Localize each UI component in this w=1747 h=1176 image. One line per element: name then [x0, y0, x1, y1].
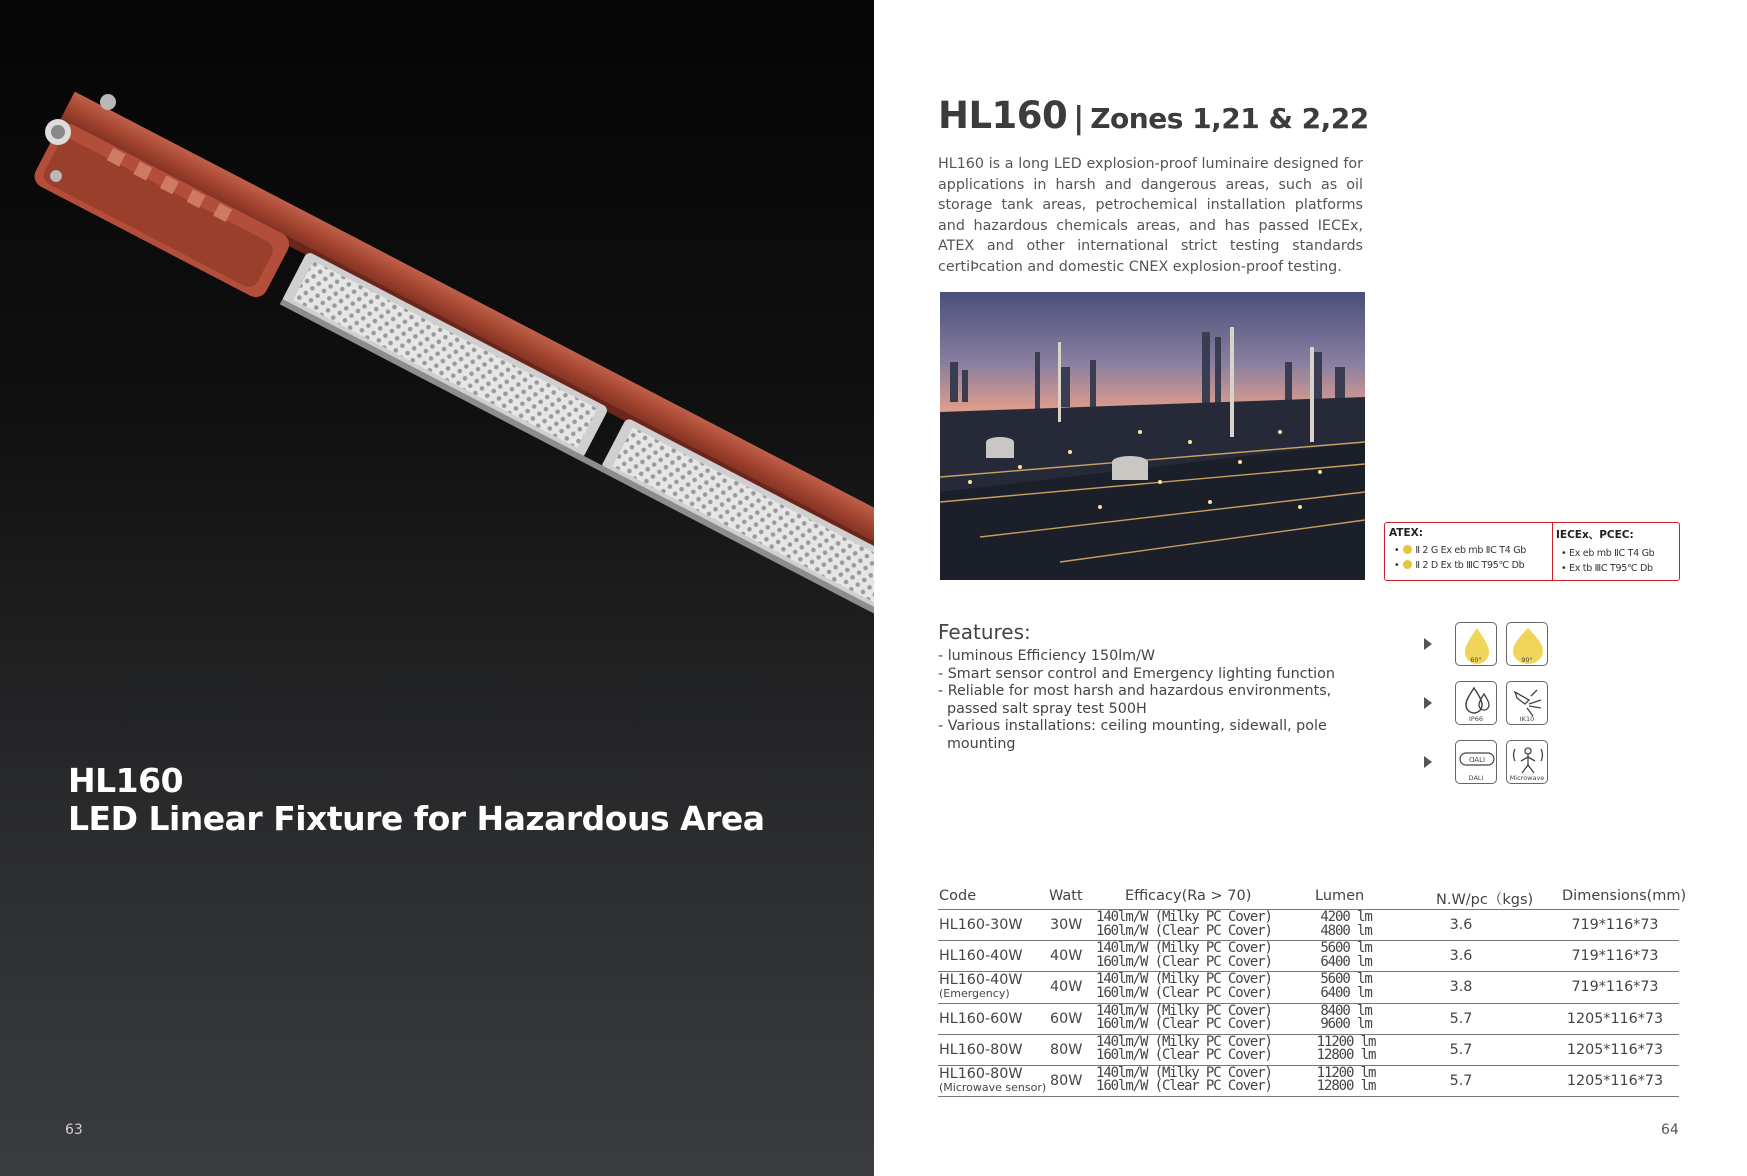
table-body	[938, 910, 1679, 1097]
cert-atex-title: ATEX:	[1389, 527, 1423, 539]
cell-efficacy: 140lm/W (Milky PC Cover) 160lm/W (Clear PC Cover)	[1096, 940, 1272, 970]
fixture-product-image	[0, 0, 874, 700]
cell-weight: 3.6	[1449, 917, 1473, 933]
cell-code: HL160-60W	[939, 1010, 1023, 1027]
header-efficacy: Efficacy(Ra > 70)	[1125, 888, 1252, 904]
spec-table	[938, 886, 1687, 1097]
cell-code: HL160-30W	[939, 917, 1023, 933]
refinery-photo	[940, 292, 1365, 580]
cell-dimensions: 719*116*73	[1571, 979, 1659, 996]
cell-lumen: 8400 lm 9600 lm	[1320, 1002, 1372, 1033]
cert-atex-line: • Ⅱ 2 D Ex tb ⅢC T95℃ Db	[1394, 560, 1525, 571]
cell-lumen: 11200 lm 12800 lm	[1316, 1064, 1376, 1095]
feature-item: - luminous Efficiency 150lm/W	[938, 648, 1156, 664]
dali-icon: ᗡALI DALI	[1455, 740, 1497, 784]
cell-watt: 40W	[1050, 948, 1083, 965]
table-row	[938, 1066, 1679, 1097]
cell-efficacy: 140lm/W (Milky PC Cover) 160lm/W (Clear PC Cover)	[1096, 1002, 1272, 1033]
play-arrow-icon	[1424, 638, 1432, 650]
cell-code: HL160-80W	[939, 1041, 1023, 1058]
feature-item: - Smart sensor control and Emergency lighting function	[938, 665, 1335, 682]
cell-weight: 5.7	[1449, 1041, 1473, 1058]
cell-watt: 40W	[1050, 979, 1083, 996]
cell-weight: 3.8	[1449, 979, 1473, 996]
cell-efficacy: 140lm/W (Milky PC Cover) 160lm/W (Clear PC Cover)	[1096, 971, 1272, 1001]
cell-code: HL160-40W	[939, 948, 1023, 965]
heading-zones: Zones 1,21 & 2,22	[1090, 102, 1369, 135]
cell-lumen: 11200 lm 12800 lm	[1316, 1033, 1376, 1064]
cell-dimensions: 719*116*73	[1571, 948, 1659, 965]
header-watt: Watt	[1049, 888, 1083, 904]
cert-iecex-line: • Ex tb ⅢC T95℃ Db	[1561, 563, 1653, 574]
cell-efficacy: 140lm/W (Milky PC Cover) 160lm/W (Clear PC Cover)	[1096, 909, 1272, 939]
play-arrow-icon	[1424, 756, 1432, 768]
header-nw: N.W/pc（kgs)	[1436, 892, 1534, 908]
cell-dimensions: 719*116*73	[1571, 917, 1659, 933]
cert-iecex-column	[1553, 523, 1679, 580]
svg-text:ᗡALI: ᗡALI	[1468, 756, 1486, 764]
cell-efficacy: 140lm/W (Milky PC Cover) 160lm/W (Clear PC Cover)	[1096, 1033, 1272, 1064]
cell-watt: 60W	[1050, 1010, 1083, 1027]
cell-dimensions: 1205*116*73	[1566, 1041, 1664, 1058]
heading-separator: |	[1073, 101, 1085, 136]
ex-mark-icon	[1403, 560, 1412, 569]
left-title-product: LED Linear Fixture for Hazardous Area	[68, 799, 765, 838]
header-lumen: Lumen	[1315, 888, 1365, 904]
cert-iecex-title: IECEx、PCEC:	[1556, 529, 1634, 541]
cell-watt: 80W	[1050, 1072, 1083, 1089]
table-row	[938, 1035, 1679, 1066]
cell-code: HL160-40W (Emergency)	[939, 972, 1023, 1001]
icon-row-control	[1424, 740, 1554, 786]
cell-lumen: 5600 lm 6400 lm	[1320, 940, 1372, 970]
cert-atex-column	[1385, 523, 1553, 580]
cell-lumen: 4200 lm 4800 lm	[1320, 909, 1372, 939]
ip66-icon: IP66	[1455, 681, 1497, 725]
table-row	[938, 910, 1679, 941]
cell-code: HL160-80W (Microwave sensor)	[939, 1065, 1047, 1094]
cell-dimensions: 1205*116*73	[1566, 1010, 1664, 1027]
product-description: HL160 is a long LED explosion-proof luminaire designed for applications in harsh and dangerous areas, such as oil storage tank areas, petrochemical installation platforms and hazardous chemicals areas, and has passed IECEx, ATEX and other international strict testing standards certiÞcation and domestic CNEX explosion-proof testing.	[938, 156, 1363, 275]
cell-weight: 5.7	[1449, 1010, 1473, 1027]
table-header-row	[938, 886, 1687, 910]
icon-row-beam	[1424, 622, 1554, 668]
play-arrow-icon	[1424, 697, 1432, 709]
heading-model: HL160	[938, 94, 1068, 137]
microwave-icon: Microwave	[1506, 740, 1548, 784]
cell-weight: 5.7	[1449, 1072, 1473, 1089]
table-row	[938, 1004, 1679, 1035]
cell-efficacy: 140lm/W (Milky PC Cover) 160lm/W (Clear PC Cover)	[1096, 1064, 1272, 1095]
header-dimensions: Dimensions(mm)	[1562, 888, 1687, 904]
icon-row-protection	[1424, 681, 1554, 727]
beam-60-icon: 60°	[1455, 622, 1497, 666]
table-row	[938, 972, 1679, 1003]
cell-watt: 80W	[1050, 1041, 1083, 1058]
cert-iecex-line: • Ex eb mb ⅡC T4 Gb	[1561, 548, 1655, 559]
cert-atex-line: • Ⅱ 2 G Ex eb mb ⅡC T4 Gb	[1394, 545, 1526, 556]
table-row	[938, 941, 1679, 972]
page-number-left: 63	[65, 1122, 83, 1138]
ik10-icon: IK10	[1506, 681, 1548, 725]
left-title	[68, 762, 765, 838]
header-code: Code	[939, 888, 977, 904]
cell-watt: 30W	[1050, 917, 1083, 933]
features-list	[938, 648, 1358, 754]
feature-item: - Various installations: ceiling mounting, sidewall, pole mounting	[938, 718, 1327, 752]
left-title-model: HL160	[68, 761, 184, 800]
cell-dimensions: 1205*116*73	[1566, 1072, 1664, 1089]
feature-item: - Reliable for most harsh and hazardous environments, passed salt spray test 500H	[938, 683, 1332, 717]
page-number-right: 64	[1661, 1122, 1679, 1138]
beam-90-icon: 90°	[1506, 622, 1548, 666]
features-title: Features:	[938, 620, 1031, 644]
cell-weight: 3.6	[1449, 948, 1473, 965]
certification-box	[1384, 522, 1680, 581]
ex-mark-icon	[1403, 545, 1412, 554]
cell-lumen: 5600 lm 6400 lm	[1320, 971, 1372, 1001]
page-heading	[938, 94, 1369, 137]
